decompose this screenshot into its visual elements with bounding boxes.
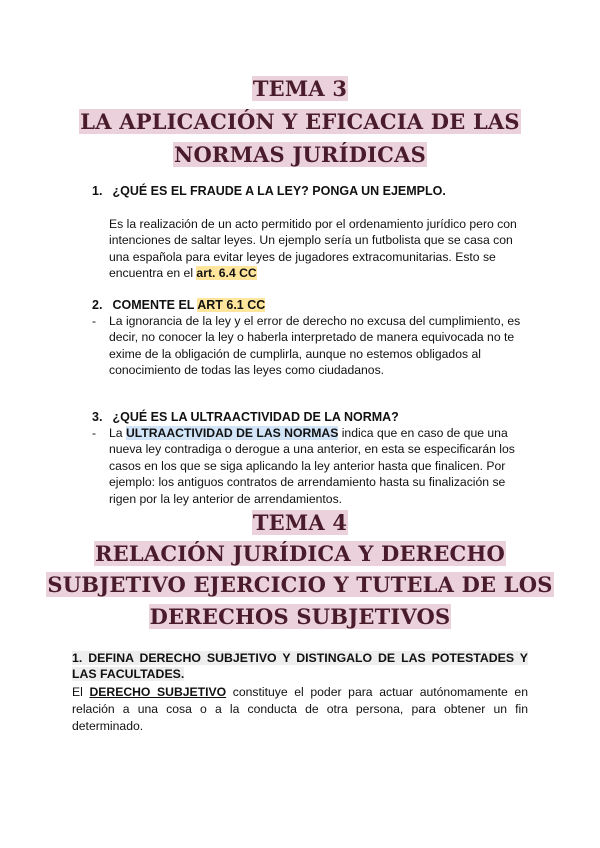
tema4-question-1-answer-end: constituye el poder para actuar autónomamente en relación a una cosa o a la conducta de otra persona, para obtener un fin determinado. (72, 685, 528, 733)
question-1-answer (109, 216, 527, 282)
question-2-heading (92, 297, 532, 313)
tema4-question-1-heading (72, 650, 528, 682)
question-3-answer (109, 425, 527, 507)
question-2-bullet: - (92, 314, 97, 328)
tema4-title-line3: SUBJETIVO EJERCICIO Y TUTELA DE LOS (47, 572, 553, 597)
art-6-4-highlight: art. 6.4 CC (196, 266, 257, 281)
question-3-answer-text-end: indica que en caso de que una nueva ley contradiga o derogue a una anterior, en esta se especificarán los casos en los que se siga aplicando la ley anterior hasta que finalicen. Por ejemplo: los antiguos contratos de arrendamiento hasta su finalización se rigen por la ley anterior de arrendamientos. (109, 426, 515, 506)
question-3-heading-text: ¿QUÉ ES LA ULTRAACTIVIDAD DE LA NORMA? (112, 410, 399, 424)
ultraactividad-highlight: ULTRAACTIVIDAD DE LAS NORMAS (125, 426, 339, 440)
question-1-answer-text: Es la realización de un acto permitido por el ordenamiento jurídico pero con intenciones de saltar leyes. Un ejemplo sería un futbolista que se casa con una española para evitar leyes de jugadores extracomunitarias. Esto se encuentra en el (109, 217, 517, 281)
tema4-question-1-heading-text: 1. DEFINA DERECHO SUBJETIVO Y DISTINGALO DE LAS POTESTADES Y LAS FACULTADES. (72, 651, 528, 681)
question-3-heading (92, 409, 532, 425)
tema3-title-line2: LA APLICACIÓN Y EFICACIA DE LAS (80, 109, 520, 134)
question-1-heading (92, 183, 532, 199)
tema4-title-line2: RELACIÓN JURÍDICA Y DERECHO (95, 541, 505, 566)
question-1-heading-text: ¿QUÉ ES EL FRAUDE A LA LEY? PONGA UN EJEMPLO. (112, 184, 446, 198)
question-2-heading-text: COMENTE EL (112, 298, 198, 312)
question-3-bullet: - (92, 426, 97, 440)
tema4-title-line1: TEMA 4 (252, 510, 348, 535)
tema3-title-line3: NORMAS JURÍDICAS (174, 142, 426, 167)
question-1-number: 1. (92, 184, 103, 198)
question-3-number: 3. (92, 410, 103, 424)
derecho-subjetivo-term: DERECHO SUBJETIVO (89, 685, 227, 699)
tema3-title-line1: TEMA 3 (252, 76, 348, 101)
art-6-1-highlight: ART 6.1 CC (197, 298, 266, 312)
tema4-title-line4: DERECHOS SUBJETIVOS (149, 604, 451, 629)
question-2-number: 2. (92, 298, 103, 312)
question-3-answer-text-start: La (109, 426, 126, 440)
tema4-question-1-answer-start: El (72, 685, 90, 699)
tema4-question-1-answer (72, 684, 528, 735)
question-2-answer: La ignorancia de la ley y el error de derecho no excusa del cumplimiento, es decir, no conocer la ley o haberla interpretado de manera equivocada no te exime de la obligación de cumplirla, aunque no estemos obligados al conocimiento de todas las leyes como ciudadanos. (109, 314, 521, 378)
